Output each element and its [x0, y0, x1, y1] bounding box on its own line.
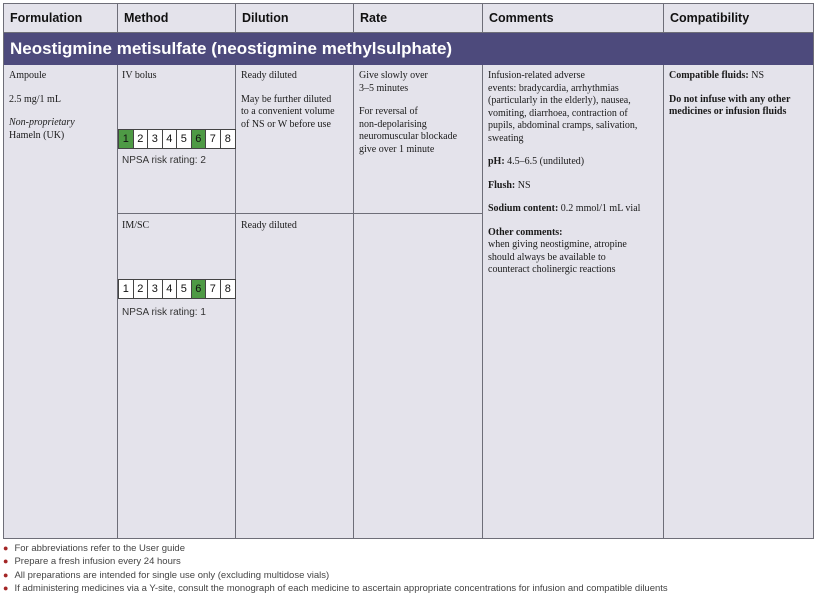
col-divider: [353, 65, 354, 538]
other-comments-line: when giving neostigmine, atropine: [488, 239, 627, 250]
comments-flush: [488, 180, 660, 193]
col-divider: [663, 4, 664, 32]
formulation-manufacturer: Hameln (UK): [9, 129, 65, 141]
risk-box: 5: [177, 280, 192, 298]
sodium-label: Sodium content:: [488, 203, 559, 214]
risk-box: 2: [134, 130, 149, 148]
comments-cell: [488, 70, 660, 277]
rate-iv: [359, 70, 481, 156]
col-divider: [117, 4, 118, 32]
risk-box: 6: [192, 280, 207, 298]
comments-adverse-line: vomiting, diarrhoea, contraction of: [488, 107, 628, 119]
compatibility-cell: [669, 70, 811, 119]
risk-box: 1: [119, 280, 134, 298]
compatibility-warning-line: Do not infuse with any other: [669, 93, 791, 105]
footnotes: [3, 542, 668, 595]
header-comments: Comments: [489, 11, 554, 25]
dilution-imsc: Ready diluted: [241, 220, 297, 231]
rate-line: give over 1 minute: [359, 143, 435, 155]
formulation-proprietary: Non-proprietary: [9, 117, 75, 128]
formulation-strength: 2.5 mg/1 mL: [9, 93, 61, 105]
header-formulation: Formulation: [10, 11, 83, 25]
header-rate: Rate: [360, 11, 388, 25]
formulation-type: Ampoule: [9, 70, 47, 81]
dilution-iv-note-line: to a convenient volume: [241, 106, 335, 117]
npsa-rating-iv: NPSA risk rating: 2: [122, 155, 206, 166]
col-divider: [482, 4, 483, 32]
rate-line: For reversal of: [359, 106, 418, 117]
compatible-fluids-label: Compatible fluids:: [669, 70, 749, 81]
col-divider: [482, 65, 483, 538]
other-comments-line: counteract cholinergic reactions: [488, 264, 616, 275]
rate-line: Give slowly over: [359, 70, 428, 81]
flush-value: NS: [517, 179, 531, 191]
risk-scale-iv: [118, 129, 236, 149]
risk-scale-imsc: [118, 279, 236, 299]
other-comments-label: Other comments:: [488, 226, 563, 238]
dilution-iv: [241, 70, 351, 131]
footnote: ● For abbreviations refer to the User guide: [3, 543, 185, 554]
comments-adverse-line: Infusion-related adverse: [488, 70, 585, 81]
flush-label: Flush:: [488, 179, 516, 191]
method-imsc: IM/SC: [122, 220, 150, 231]
rate-line: 3–5 minutes: [359, 82, 409, 94]
npsa-rating-imsc: NPSA risk rating: 1: [122, 307, 206, 318]
risk-box: 8: [224, 283, 231, 295]
bullet-icon: ●: [3, 556, 9, 567]
risk-box: 4: [163, 130, 178, 148]
row-divider: [117, 213, 483, 214]
header-method: Method: [124, 11, 169, 25]
footnote: ● If administering medicines via a Y-site, consult the monograph of each medicine to ascertain appropriate concentrations for infusion and compatible diluents: [3, 582, 668, 594]
compatible-fluids: [669, 70, 811, 83]
compatible-fluids-value: NS: [751, 70, 765, 81]
bullet-icon: ●: [3, 543, 9, 553]
method-iv: IV bolus: [122, 70, 157, 81]
dilution-iv-note-line: of NS or W before use: [241, 118, 331, 130]
monograph-table: [3, 3, 814, 539]
header-compatibility: Compatibility: [670, 11, 750, 25]
ph-value: 4.5–6.5 (undiluted): [507, 156, 585, 167]
header-dilution: Dilution: [242, 11, 289, 25]
risk-box: 3: [148, 130, 163, 148]
comments-adverse-line: events: bradycardia, arrhythmias: [488, 82, 619, 94]
risk-box: 5: [177, 130, 192, 148]
risk-box: 3: [148, 280, 163, 298]
risk-box: 6: [192, 130, 207, 148]
risk-box: 2: [134, 280, 149, 298]
risk-box: 8: [224, 133, 231, 145]
col-divider: [353, 4, 354, 32]
drug-title: Neostigmine metisulfate (neostigmine methylsulphate): [4, 33, 813, 65]
comments-adverse-line: sweating: [488, 132, 524, 144]
ph-label: pH:: [488, 156, 505, 167]
dilution-iv-note-line: May be further diluted: [241, 93, 332, 105]
footnote: ● Prepare a fresh infusion every 24 hours: [3, 556, 181, 568]
bullet-icon: ●: [3, 582, 9, 593]
col-divider: [663, 65, 664, 538]
risk-box: 7: [206, 130, 221, 148]
bullet-icon: ●: [3, 569, 9, 580]
compatibility-warning-line: medicines or infusion fluids: [669, 106, 787, 117]
other-comments-line: should always be available to: [488, 251, 606, 263]
rate-line: non-depolarising: [359, 118, 427, 130]
comments-adverse-line: pupils, abdominal cramps, salivation,: [488, 120, 638, 131]
sodium-value: 0.2 mmol/1 mL vial: [560, 203, 641, 214]
col-divider: [235, 4, 236, 32]
comments-adverse-line: (particularly in the elderly), nausea,: [488, 95, 631, 106]
comments-ph: [488, 156, 660, 169]
risk-box: 1: [119, 130, 134, 148]
comments-sodium: [488, 203, 660, 216]
risk-box: 4: [163, 280, 178, 298]
risk-box: 7: [206, 280, 221, 298]
rate-line: neuromuscular blockade: [359, 131, 458, 142]
footnote: ● All preparations are intended for single use only (excluding multidose vials): [3, 569, 330, 581]
formulation-cell: [9, 70, 113, 142]
dilution-iv-ready: Ready diluted: [241, 70, 297, 81]
